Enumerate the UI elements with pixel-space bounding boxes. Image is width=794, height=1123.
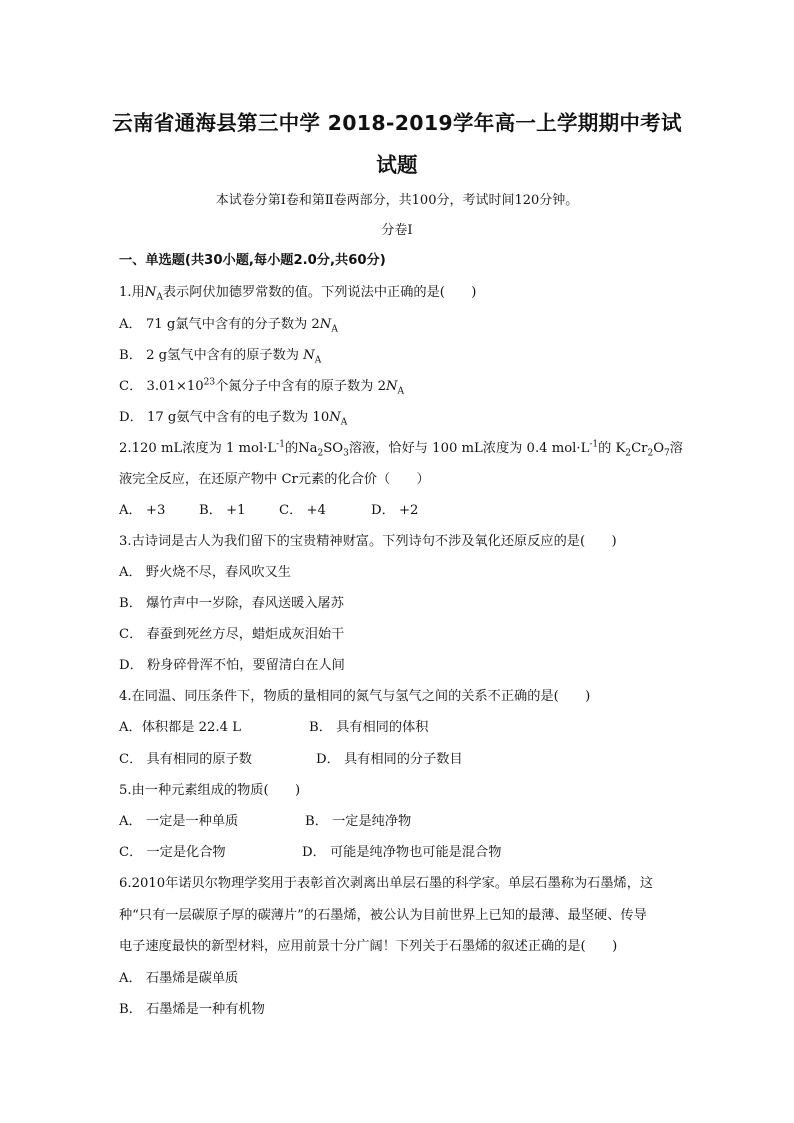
exam-title-line1: 云南省通海县第三中学 2018-2019学年高一上学期期中考试	[112, 111, 682, 135]
question-6-stem-line1: 6.2010年诺贝尔物理学奖用于表彰首次剥离出单层石墨的科学家。单层石墨称为石墨烯，这	[119, 876, 654, 891]
question-6-stem-line3: 电子速度最快的新型材料，应用前景十分广阔！下列关于石墨烯的叙述正确的是( )	[119, 939, 618, 954]
question-1-option-a: A． 71 g氯气中含有的分子数为 $2N_A$	[119, 317, 338, 335]
question-4-option-d: D． 具有相同的分子数目	[316, 752, 463, 767]
question-4-option-c: C． 具有相同的原子数	[119, 752, 252, 767]
question-4-options-row1	[119, 716, 428, 735]
question-2-options	[119, 499, 418, 518]
question-5-option-a: A． 一定是一种单质	[119, 814, 239, 829]
section-heading: 一、单选题(共30小题,每小题2.0分,共60分)	[119, 253, 386, 268]
question-3-option-b: B． 爆竹声中一岁除，春风送暖入屠苏	[119, 596, 344, 611]
question-4-options-row2	[119, 748, 463, 767]
question-1-stem: 1.用$N_A$表示阿伏加德罗常数的值。下列说法中正确的是( )	[119, 285, 477, 303]
question-2-option-b: B． +1	[199, 503, 246, 518]
question-6-option-a: A． 石墨烯是碳单质	[119, 971, 239, 986]
question-6-option-b: B． 石墨烯是一种有机物	[119, 1002, 265, 1017]
question-4-stem: 4.在同温、同压条件下，物质的量相同的氮气与氢气之间的关系不正确的是( )	[119, 689, 591, 704]
question-3-option-d: D． 粉身碎骨浑不怕，要留清白在人间	[119, 658, 345, 673]
question-6-stem-line2: 种“只有一层碳原子厚的碳薄片”的石墨烯，被公认为目前世界上已知的最薄、最坚硬、传导	[119, 908, 647, 923]
question-2-stem-line1: 2.120 mL浓度为 1 $mol\cdot L^{-1}$的$Na_2SO_3$溶液，恰好与 100 mL浓度为 0.4 $mol\cdot L^{-1}$的 $K_2Cr_2O_7$溶	[119, 439, 683, 459]
question-3-option-a: A． 野火烧不尽，春风吹又生	[119, 565, 291, 580]
question-2-stem-line2: 液完全反应，在还原产物中 Cr元素的化合价（ ）	[119, 472, 430, 487]
question-5-option-b: B． 一定是纯净物	[305, 814, 412, 829]
question-4-option-a: A．体积都是 22.4 L	[119, 720, 241, 735]
question-5-options-row2	[119, 841, 501, 860]
exam-intro: 本试卷分第Ⅰ卷和第Ⅱ卷两部分，共100分，考试时间120分钟。	[215, 193, 579, 208]
question-2-option-c: C． +4	[279, 503, 326, 518]
question-3-stem: 3.古诗词是古人为我们留下的宝贵精神财富。下列诗句不涉及氧化还原反应的是( )	[119, 534, 617, 549]
question-1-option-b: B． 2 g氢气中含有的原子数为 $N_A$	[119, 348, 322, 366]
question-5-option-c: C． 一定是化合物	[119, 845, 226, 860]
volume-label: 分卷I	[381, 223, 413, 238]
question-3-option-c: C． 春蚕到死丝方尽，蜡炬成灰泪始干	[119, 627, 345, 642]
exam-title-line2: 试题	[376, 153, 418, 177]
question-2-option-a: A． +3	[119, 503, 166, 518]
question-1-option-c: C． $3.01\times 10^{23}$个氮分子中含有的原子数为 $2N_A$	[119, 377, 405, 397]
question-1-option-d: D． 17 g氨气中含有的电子数为 $10N_A$	[119, 410, 348, 428]
question-5-option-d: D． 可能是纯净物也可能是混合物	[302, 845, 502, 860]
question-5-stem: 5.由一种元素组成的物质( )	[119, 783, 301, 798]
question-4-option-b: B． 具有相同的体积	[309, 720, 429, 735]
question-5-options-row1	[119, 810, 411, 829]
question-2-option-d: D． +2	[371, 503, 419, 518]
